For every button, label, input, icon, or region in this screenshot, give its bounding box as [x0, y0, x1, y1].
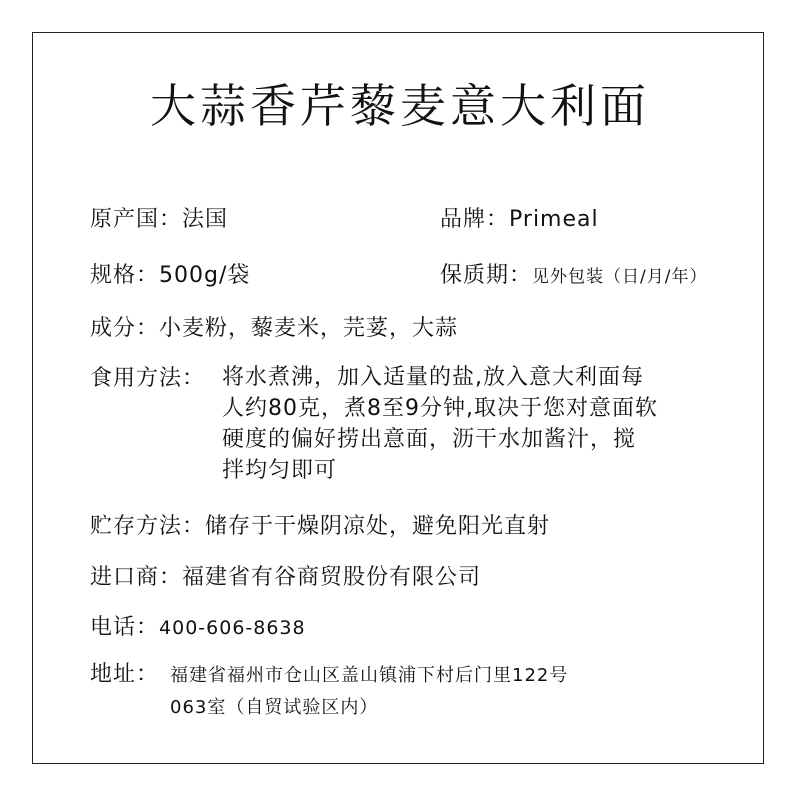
- shelf-life-value: 见外包装（日/月/年）: [532, 267, 708, 287]
- usage-line: 硬度的偏好捞出意面，沥干水加酱汁，搅: [222, 427, 637, 452]
- shelf-life-row: [440, 259, 707, 294]
- phone-value: 400-606-8638: [159, 617, 306, 639]
- address-line: 063室（自贸试验区内）: [170, 697, 379, 718]
- storage-row: [90, 510, 550, 543]
- spec-label: 规格：: [90, 263, 160, 288]
- brand-value: Primeal: [509, 207, 599, 232]
- brand-label: 品牌：: [440, 207, 510, 232]
- usage-line: 人约80克，煮8至9分钟,取决于您对意面软: [222, 396, 658, 421]
- usage-lines: [222, 362, 658, 486]
- spec-value: 500g/袋: [159, 263, 251, 288]
- phone-label: 电话：: [90, 615, 160, 640]
- origin-row: [90, 203, 228, 236]
- ingredients-label: 成分：: [90, 316, 160, 341]
- storage-label: 贮存方法：: [90, 514, 206, 539]
- storage-value: 储存于干燥阴凉处，避免阳光直射: [205, 514, 551, 539]
- brand-row: [440, 203, 599, 236]
- ingredients-value: 小麦粉，藜麦米，芫荽，大蒜: [159, 316, 459, 341]
- importer-row: [90, 561, 481, 594]
- origin-label: 原产国：: [90, 207, 183, 232]
- address-label: 地址：: [90, 662, 160, 687]
- origin-value: 法国: [182, 207, 229, 232]
- importer-label: 进口商：: [90, 565, 183, 590]
- usage-line: 拌均匀即可: [222, 458, 338, 483]
- shelf-life-label: 保质期：: [440, 263, 533, 288]
- usage-label: 食用方法：: [90, 366, 206, 391]
- product-title: 大蒜香芹藜麦意大利面: [150, 79, 650, 133]
- spec-row: [90, 259, 250, 292]
- ingredients-row: [90, 312, 458, 345]
- importer-value: 福建省有谷商贸股份有限公司: [182, 565, 482, 590]
- address-line: 福建省福州市仓山区盖山镇浦下村后门里122号: [170, 665, 569, 686]
- usage-line: 将水煮沸，加入适量的盐,放入意大利面每: [222, 365, 644, 390]
- phone-row: [90, 611, 306, 645]
- address-lines: [170, 660, 568, 724]
